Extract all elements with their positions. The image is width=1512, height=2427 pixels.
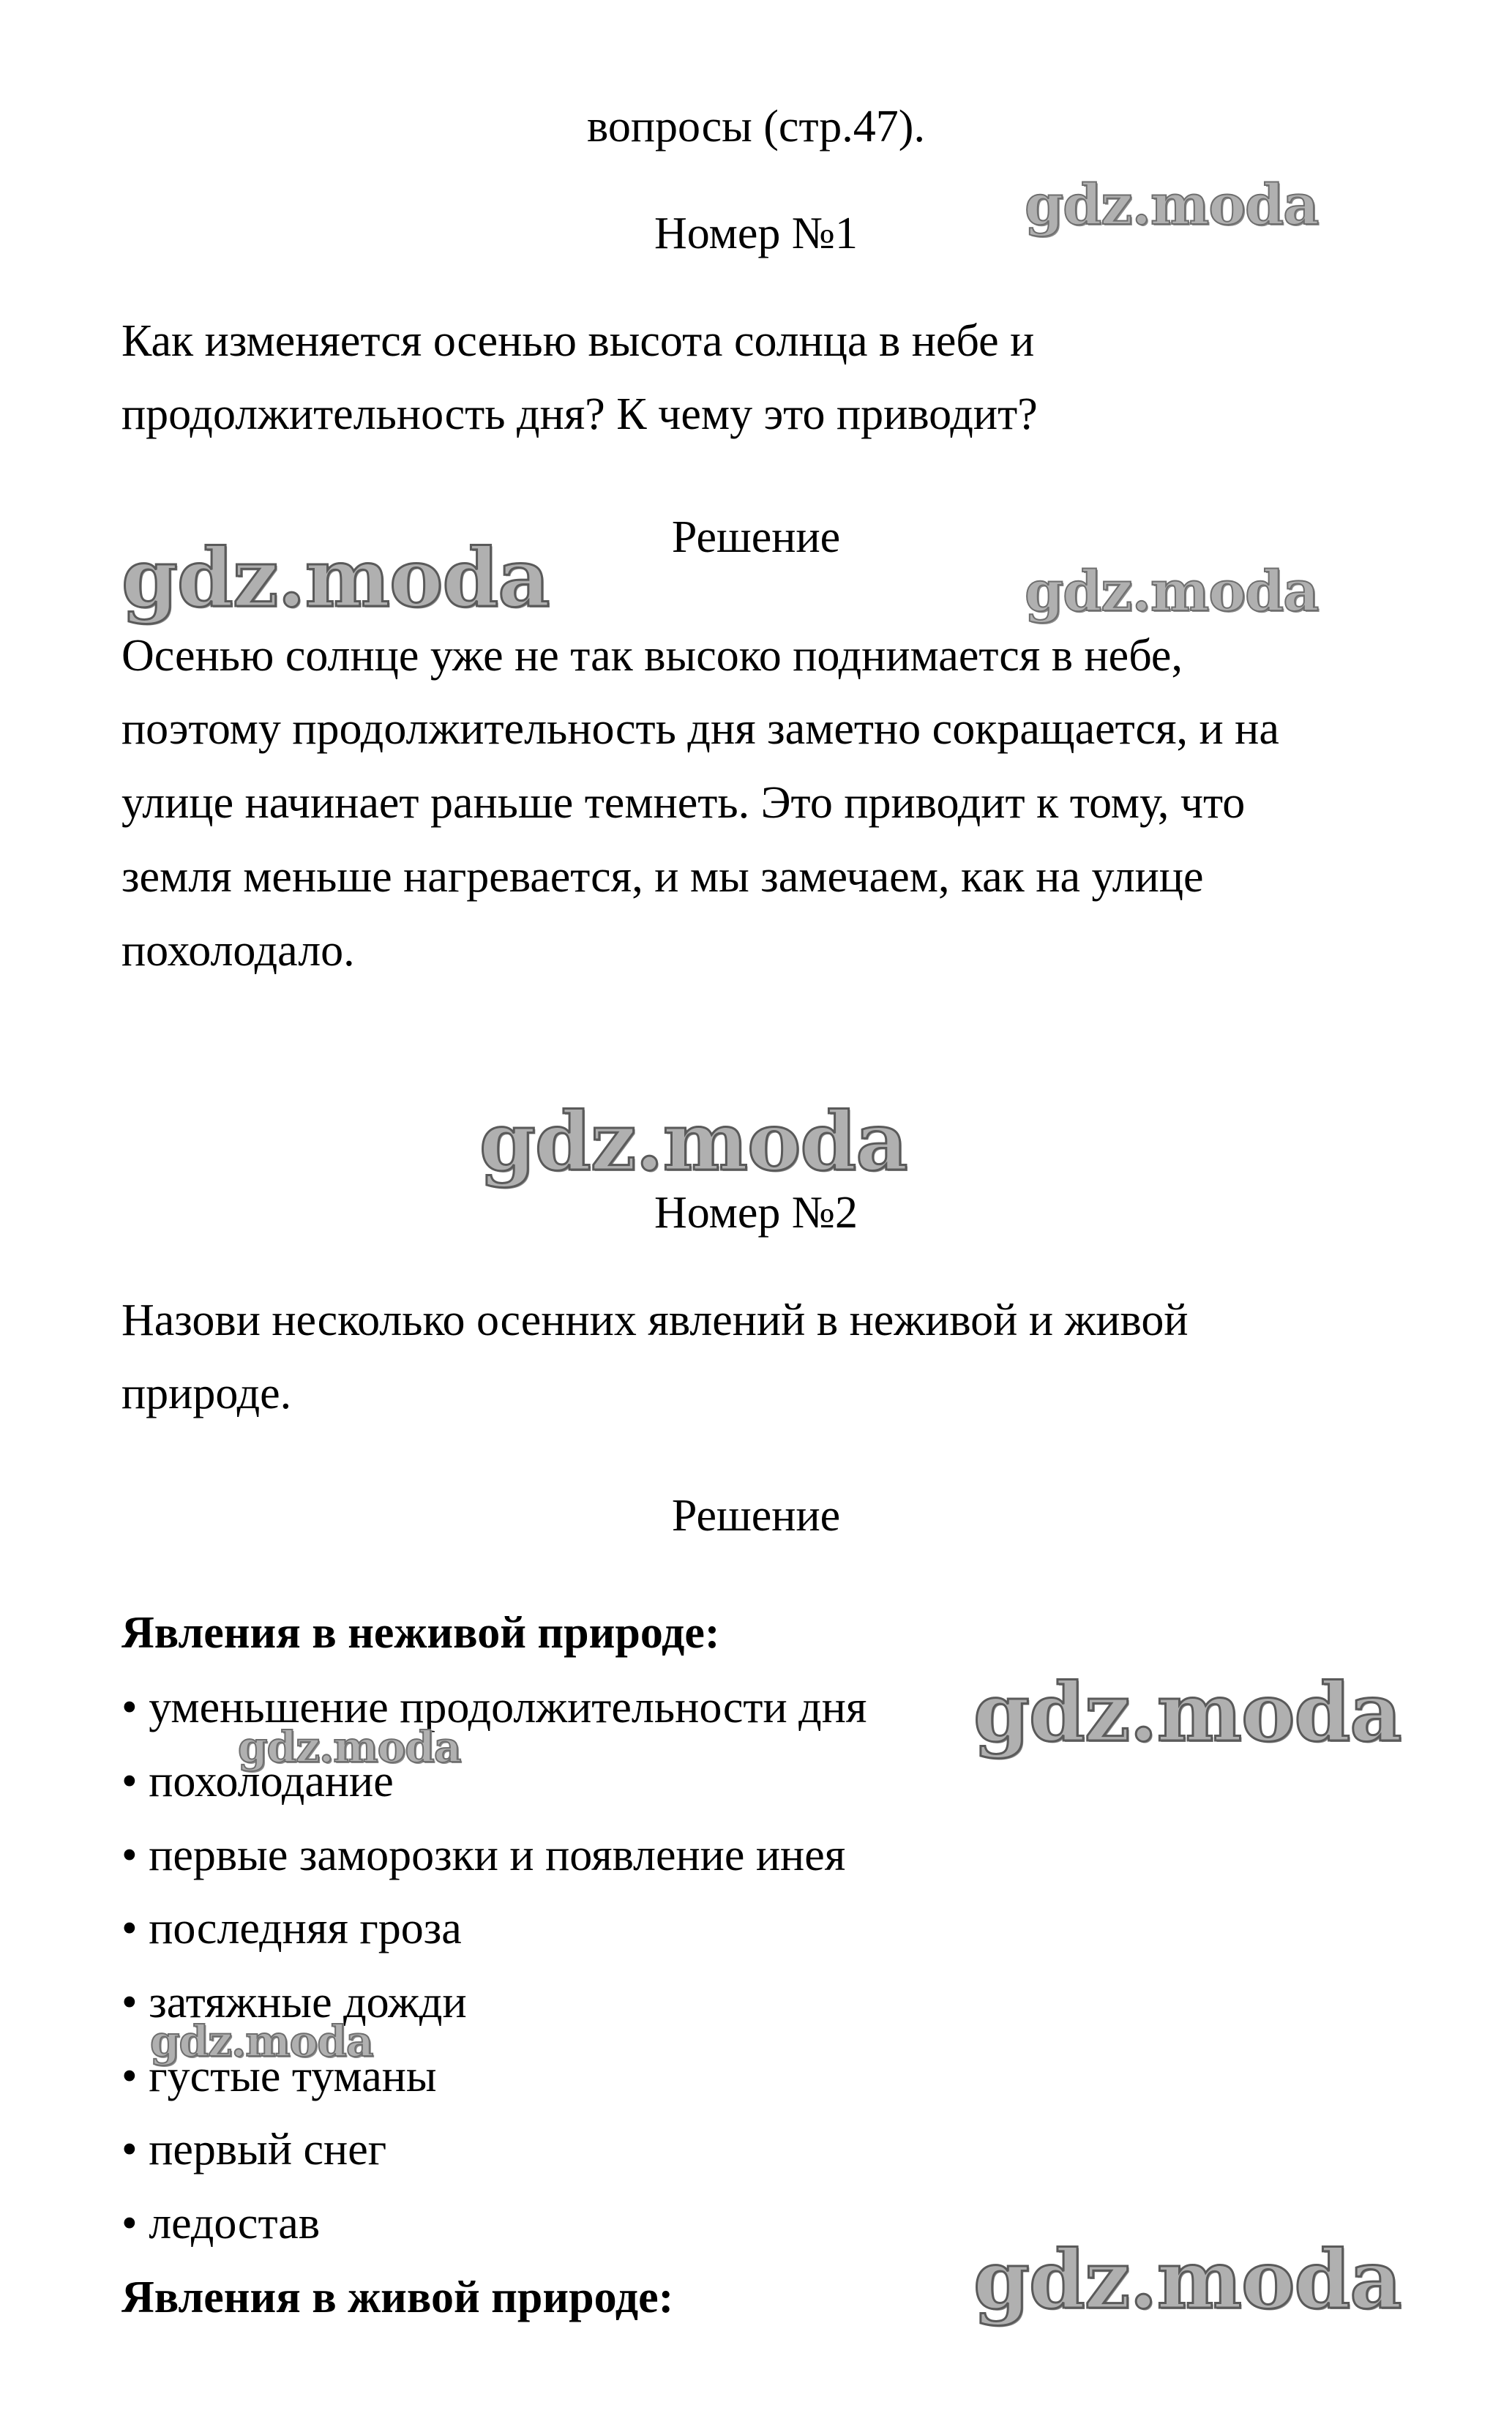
nonliving-item-8: • ледостав (121, 2199, 321, 2248)
task2-question-line-1: Назови несколько осенних явлений в неживой и живой (121, 1295, 1189, 1345)
watermark-logo: gdz.moda (973, 2232, 1401, 2327)
page-header-line: вопросы (стр.47). (587, 102, 925, 152)
task1-answer-line-4: земля меньше нагревается, и мы замечаем, как на улице (121, 852, 1204, 902)
nonliving-item-7: • первый снег (121, 2125, 387, 2174)
watermark-logo: gdz.moda (1025, 172, 1319, 237)
task1-answer-line-3: улице начинает раньше темнеть. Это приводит к тому, что (121, 778, 1246, 828)
task1-question-line-1: Как изменяется осенью высота солнца в небе и (121, 316, 1035, 366)
task1-question-line-2: продолжительность дня? К чему это приводит? (121, 389, 1038, 439)
task2-question-line-2: природе. (121, 1369, 292, 1418)
watermark-logo: gdz.moda (150, 2016, 373, 2066)
nonliving-heading: Явления в неживой природе: (121, 1608, 720, 1658)
task1-answer-line-1: Осенью солнце уже не так высоко поднимается в небе, (121, 631, 1183, 681)
task1-number: Номер №1 (654, 209, 858, 258)
task1-solution-label: Решение (671, 512, 841, 562)
watermark-logo: gdz.moda (479, 1094, 907, 1189)
nonliving-item-3: • первые заморозки и появление инея (121, 1830, 846, 1880)
watermark-logo: gdz.moda (973, 1665, 1401, 1760)
watermark-logo: gdz.moda (121, 531, 550, 625)
task1-answer-line-5: похолодало. (121, 926, 355, 976)
nonliving-item-5: • затяжные дожди (121, 1978, 467, 2027)
watermark-logo: gdz.moda (238, 1722, 461, 1772)
task2-number: Номер №2 (654, 1188, 858, 1238)
nonliving-item-2: • похолодание (121, 1757, 394, 1806)
task1-answer-line-2: поэтому продолжительность дня заметно сокращается, и на (121, 704, 1279, 754)
nonliving-item-1: • уменьшение продолжительности дня (121, 1683, 867, 1732)
nonliving-item-6: • густые туманы (121, 2052, 437, 2101)
living-heading: Явления в живой природе: (121, 2273, 674, 2322)
watermark-logo: gdz.moda (1025, 558, 1319, 624)
nonliving-item-4: • последняя гроза (121, 1904, 462, 1953)
task2-solution-label: Решение (671, 1491, 841, 1541)
